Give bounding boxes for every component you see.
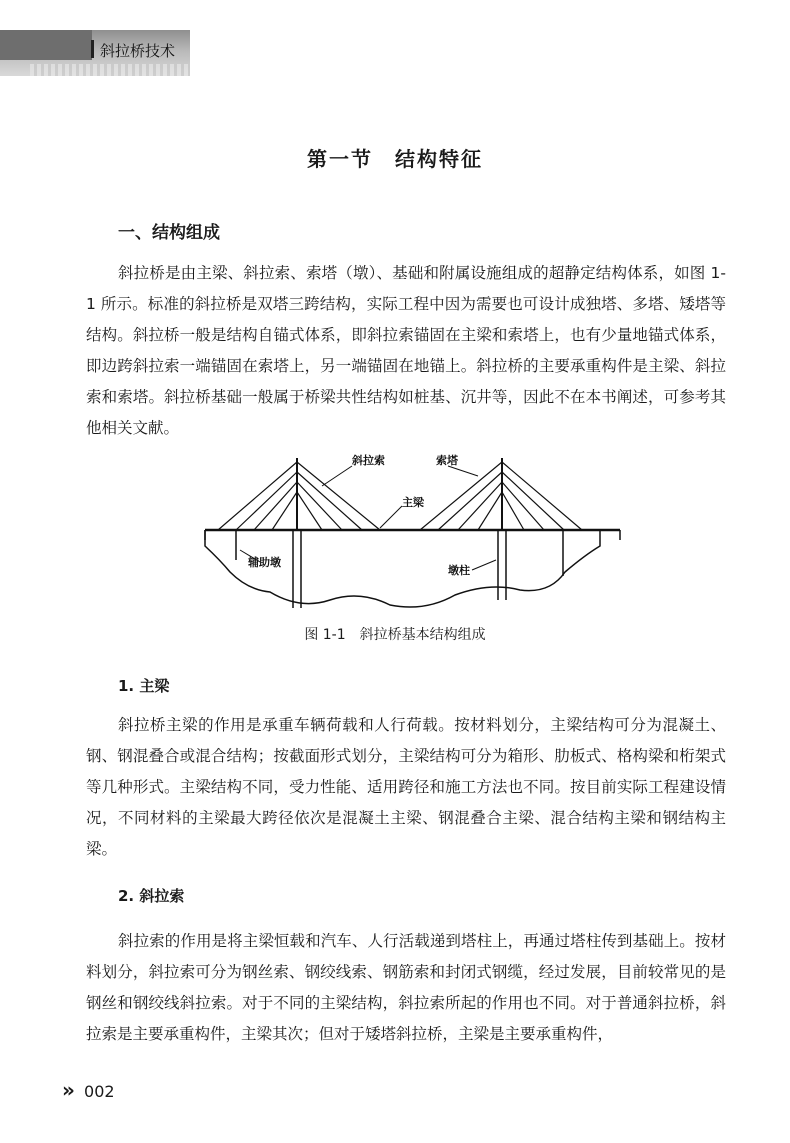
header-separator bbox=[91, 40, 94, 58]
figure-bridge-diagram bbox=[190, 450, 630, 624]
page-marker-icon: » bbox=[62, 1078, 75, 1102]
label-pier: 墩柱 bbox=[448, 564, 470, 577]
page-number-text: 002 bbox=[84, 1082, 115, 1101]
label-stay-cable: 斜拉索 bbox=[352, 454, 385, 467]
paragraph-stay-cable: 斜拉索的作用是将主梁恒载和汽车、人行活载递到塔柱上，再通过塔柱传到基础上。按材料划分，斜拉索可分为钢丝索、钢绞线索、钢筋索和封闭式钢缆，经过发展，目前较常见的是钢丝和钢绞线斜拉索。对于不同的主梁结构，斜拉索所起的作用也不同。对于普通斜拉桥，斜拉索是主要承重构件，主梁其次；但对于矮塔斜拉桥，主梁是主要承重构件， bbox=[86, 932, 726, 1043]
paragraph-intro: 斜拉桥是由主梁、斜拉索、索塔（墩）、基础和附属设施组成的超静定结构体系，如图 1-1 所示。标准的斜拉桥是双塔三跨结构，实际工程中因为需要也可设计成独塔、多塔、矮塔等结构。斜拉桥一般是结构自锚式体系，即斜拉索锚固在主梁和索塔上，也有少量地锚式体系，即边跨斜拉索一端锚固在索塔上，另一端锚固在地锚上。斜拉桥的主要承重构件是主梁、斜拉索和索塔。斜拉桥基础一般属于桥梁共性结构如桩基、沉井等，因此不在本书阐述，可参考其他相关文献。 bbox=[86, 264, 726, 437]
heading-stay-cable: 2. 斜拉索 bbox=[118, 887, 185, 905]
page-number bbox=[62, 1078, 115, 1102]
label-girder: 主梁 bbox=[402, 496, 424, 509]
left-stay-cables bbox=[218, 462, 380, 530]
running-header-title: 斜拉桥技术 bbox=[100, 42, 176, 60]
figure-caption: 图 1-1 斜拉桥基本结构组成 bbox=[304, 627, 486, 643]
heading-main-girder: 1. 主梁 bbox=[118, 677, 170, 695]
heading-structure-composition: 一、结构组成 bbox=[118, 223, 220, 243]
bridge-diagram-svg bbox=[190, 450, 630, 620]
label-tower: 索塔 bbox=[436, 454, 458, 467]
header-dark-block bbox=[0, 30, 92, 60]
piers bbox=[236, 530, 563, 608]
section-title: 第一节 结构特征 bbox=[307, 147, 483, 171]
label-aux-pier: 辅助墩 bbox=[248, 556, 281, 569]
paragraph-main-girder: 斜拉桥主梁的作用是承重车辆荷载和人行荷载。按材料划分，主梁结构可分为混凝土、钢、钢混叠合或混合结构；按截面形式划分，主梁结构可分为箱形、肋板式、格构梁和桁架式等几种形式。主梁结构不同，受力性能、适用跨径和施工方法也不同。按目前实际工程建设情况，不同材料的主梁最大跨径依次是混凝土主梁、钢混叠合主梁、混合结构主梁和钢结构主梁。 bbox=[86, 716, 726, 858]
